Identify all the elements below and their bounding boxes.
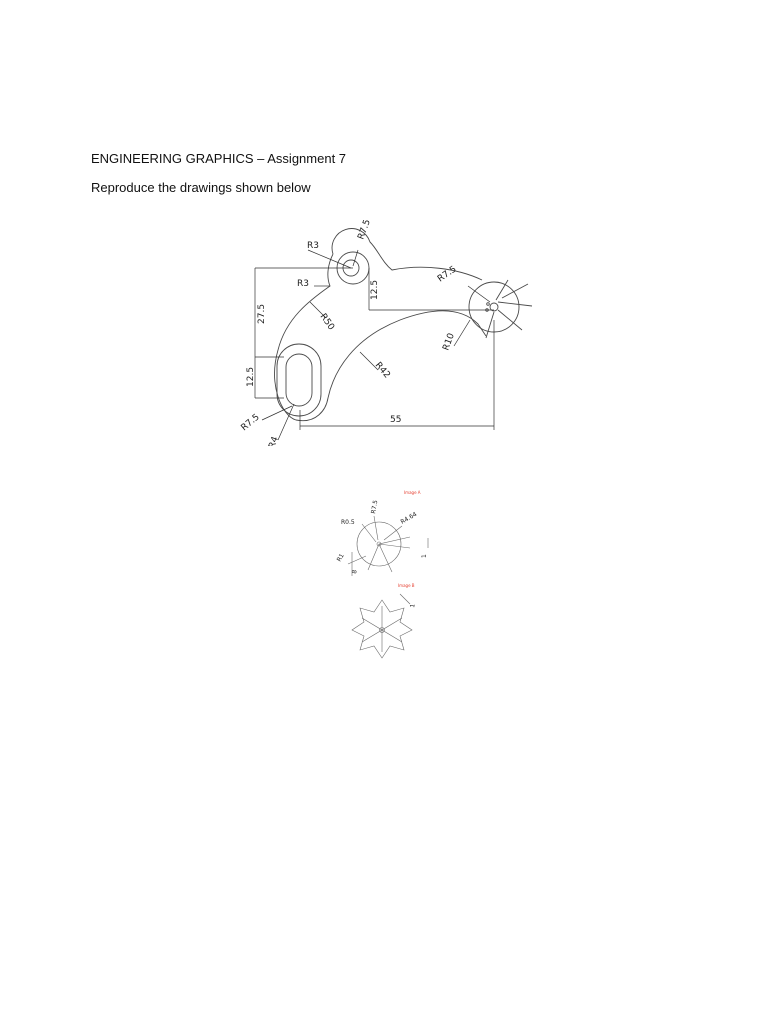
dim-r42: R42 (372, 360, 392, 381)
main-technical-drawing (232, 220, 538, 446)
dim-12-5-vertical: 12.5 (370, 279, 380, 300)
main-drawing-svg (232, 220, 538, 446)
dim-27-5: 27.5 (257, 303, 267, 324)
dim-r4: R4 (267, 435, 281, 446)
leader-r7-5-right (468, 286, 490, 302)
detail-drawing-svg (332, 482, 440, 678)
dim-r1: R1 (335, 552, 346, 563)
image-a-leader (374, 516, 378, 540)
image-b-label: Image B (398, 583, 415, 588)
image-b-dim-line (400, 594, 410, 604)
dim-8: 8 (351, 569, 359, 575)
dim-12-5-slot: 12.5 (246, 366, 256, 387)
slot-outer (277, 344, 321, 416)
image-b-spokes (362, 606, 402, 652)
dim-r10: R10 (441, 331, 457, 353)
dim-r7-5-bottom: R7.5 (239, 412, 262, 434)
part-outline (275, 229, 486, 421)
image-a-label: Image A (404, 490, 421, 495)
page-heading: ENGINEERING GRAPHICS – Assignment 7 (91, 151, 347, 166)
dim-r3-top: R3 (307, 241, 319, 251)
star-wheel-dot (487, 303, 490, 306)
detail-drawing (332, 482, 440, 678)
dim-r4-64: R4.64 (399, 510, 419, 526)
dim-r3-left: R3 (297, 279, 309, 289)
dim-1-a: 1 (421, 554, 428, 558)
image-a-leader (362, 524, 376, 542)
page-instruction: Reproduce the drawings shown below (91, 180, 311, 195)
dim-r0-5: R0.5 (341, 519, 355, 526)
star-wheel-spokes (486, 280, 532, 338)
dim-r7-5-detail: R7.5 (370, 499, 380, 515)
leader-r4 (278, 404, 294, 440)
dim-r7-5-right: R7.5 (435, 264, 459, 285)
slot-inner (286, 354, 312, 406)
dim-r50: R50 (317, 311, 336, 333)
image-a-spokes (368, 537, 410, 572)
image-a-leader (348, 556, 366, 564)
dim-55: 55 (390, 415, 402, 425)
image-a-leader (384, 526, 402, 540)
leader-r10 (454, 320, 470, 346)
dim-1-b: 1 (409, 603, 417, 609)
dim-r7-5-top: R7.5 (356, 220, 373, 242)
leader-r3-top (308, 250, 351, 268)
